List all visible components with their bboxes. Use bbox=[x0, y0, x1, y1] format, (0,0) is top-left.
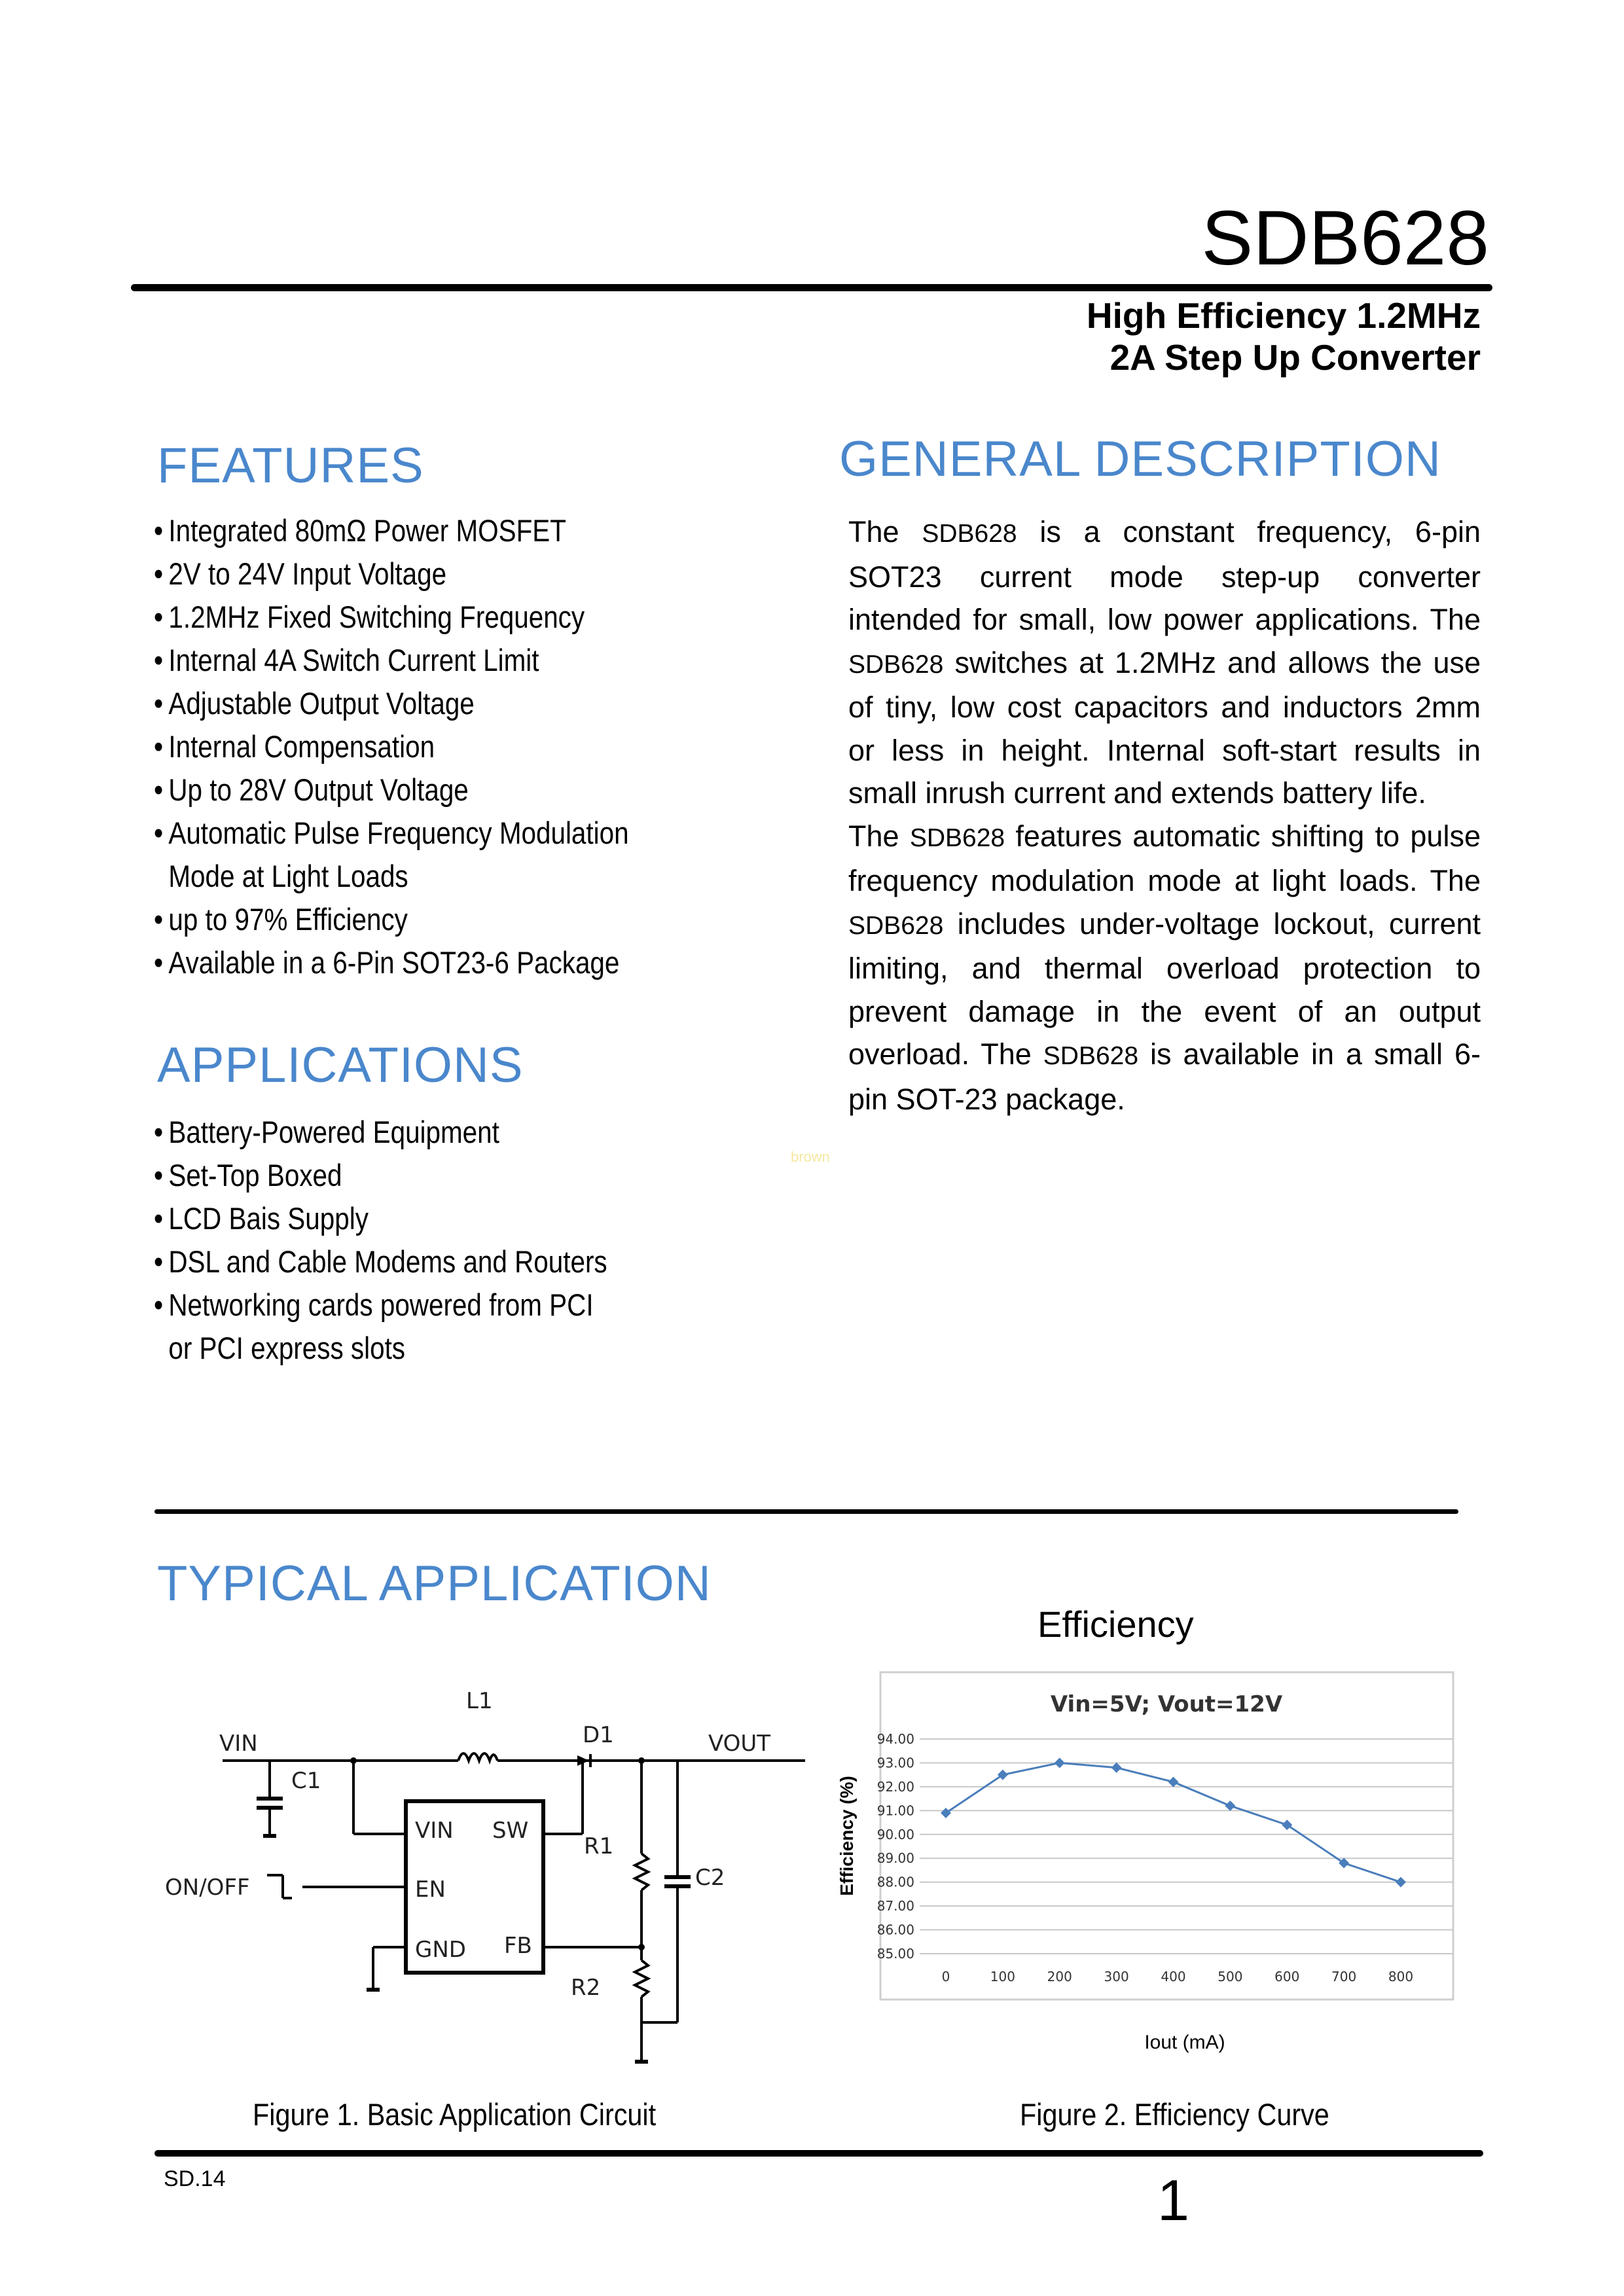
list-item-label: up to 97% Efficiency bbox=[168, 902, 408, 937]
y-tick-label: 91.00 bbox=[876, 1803, 914, 1819]
features-list bbox=[154, 509, 717, 984]
y-tick-label: 93.00 bbox=[876, 1755, 914, 1771]
section-rule bbox=[154, 1509, 1458, 1514]
x-tick-label: 400 bbox=[1161, 1969, 1186, 1984]
footer-rule bbox=[154, 2150, 1483, 2157]
circuit-label-c1: C1 bbox=[291, 1768, 321, 1794]
general-description-body bbox=[848, 511, 1481, 1121]
list-item-label: Up to 28V Output Voltage bbox=[168, 772, 469, 807]
list-item-label: Mode at Light Loads bbox=[168, 859, 408, 893]
list-item-label: Automatic Pulse Frequency Modulation bbox=[168, 816, 629, 850]
list-item: • Adjustable Output Voltage bbox=[154, 686, 475, 721]
list-item: • Battery-Powered Equipment bbox=[154, 1115, 499, 1149]
figure2-caption: Figure 2. Efficiency Curve bbox=[1020, 2097, 1329, 2132]
pin-label-vin: VIN bbox=[415, 1818, 454, 1844]
x-tick-label: 700 bbox=[1331, 1969, 1357, 1984]
x-tick-label: 300 bbox=[1104, 1969, 1129, 1984]
circuit-label-vin: VIN bbox=[219, 1731, 258, 1757]
list-item: • LCD Bais Supply bbox=[154, 1201, 369, 1236]
y-tick-label: 90.00 bbox=[876, 1826, 914, 1842]
list-item: • Up to 28V Output Voltage bbox=[154, 772, 469, 807]
subtitle-line2: 2A Step Up Converter bbox=[1110, 337, 1481, 378]
application-circuit bbox=[157, 1682, 825, 2094]
efficiency-chart bbox=[831, 1666, 1486, 2058]
list-item: • Networking cards powered from PCI bbox=[154, 1287, 594, 1322]
list-item: • 2V to 24V Input Voltage bbox=[154, 556, 447, 591]
list-item-label: Adjustable Output Voltage bbox=[168, 686, 475, 721]
text-run: is available in a small 6-pin SOT-23 package. bbox=[848, 1037, 1481, 1116]
part-name: SDB628 bbox=[848, 911, 944, 940]
text-run: The bbox=[848, 515, 922, 548]
x-tick-label: 0 bbox=[941, 1969, 950, 1984]
list-item-label: Available in a 6-Pin SOT23-6 Package bbox=[168, 945, 620, 980]
figure1-caption: Figure 1. Basic Application Circuit bbox=[253, 2097, 657, 2132]
x-tick-label: 200 bbox=[1047, 1969, 1072, 1984]
doc-code: SD.14 bbox=[164, 2166, 226, 2191]
x-axis-label: Iout (mA) bbox=[1144, 2032, 1225, 2053]
list-item-label: Internal 4A Switch Current Limit bbox=[168, 643, 539, 677]
pin-label-en: EN bbox=[415, 1876, 446, 1903]
pin-label-sw: SW bbox=[492, 1818, 529, 1844]
chart-title: Vin=5V; Vout=12V bbox=[1050, 1691, 1283, 1717]
y-tick-label: 92.00 bbox=[876, 1778, 914, 1795]
circuit-label-l1: L1 bbox=[466, 1688, 493, 1714]
list-item: • 1.2MHz Fixed Switching Frequency bbox=[154, 600, 585, 634]
list-item: • Set-Top Boxed bbox=[154, 1158, 342, 1193]
x-tick-label: 500 bbox=[1218, 1969, 1243, 1984]
circuit-label-r2: R2 bbox=[571, 1975, 601, 2001]
text-run: features automatic shifting to pulse frequency modulation mode at light loads. The bbox=[848, 819, 1481, 897]
list-item: • up to 97% Efficiency bbox=[154, 902, 408, 937]
list-item: • Automatic Pulse Frequency Modulation bbox=[154, 816, 629, 850]
y-tick-label: 86.00 bbox=[876, 1922, 914, 1938]
list-item: • Internal 4A Switch Current Limit bbox=[154, 643, 539, 677]
text-run: switches at 1.2MHz and allows the use of tiny, low cost capacitors and inductors 2mm or less in height. Internal soft-start results in small inrush current and extends battery life. bbox=[848, 645, 1481, 810]
circuit-label-c2: C2 bbox=[695, 1865, 725, 1891]
typical-application-heading: TYPICAL APPLICATION bbox=[157, 1556, 712, 1611]
list-item-label: DSL and Cable Modems and Routers bbox=[168, 1244, 607, 1279]
x-tick-label: 800 bbox=[1388, 1969, 1414, 1984]
x-tick-label: 600 bbox=[1274, 1969, 1300, 1984]
subtitle-line1: High Efficiency 1.2MHz bbox=[1086, 295, 1481, 336]
y-axis-label: Efficiency (%) bbox=[837, 1776, 857, 1896]
pin-label-fb: FB bbox=[504, 1933, 532, 1959]
y-tick-label: 89.00 bbox=[876, 1850, 914, 1867]
list-item: • DSL and Cable Modems and Routers bbox=[154, 1244, 607, 1279]
list-item-label: or PCI express slots bbox=[168, 1331, 406, 1365]
list-item-continuation bbox=[154, 855, 717, 898]
list-item-label: Battery-Powered Equipment bbox=[168, 1115, 499, 1149]
list-item-label: Set-Top Boxed bbox=[168, 1158, 342, 1193]
list-item-continuation bbox=[154, 1327, 717, 1370]
part-name: SDB628 bbox=[848, 650, 944, 679]
list-item-label: Integrated 80mΩ Power MOSFET bbox=[168, 513, 566, 548]
applications-heading: APPLICATIONS bbox=[157, 1037, 524, 1093]
text-run: is a constant frequency, 6-pin SOT23 current mode step-up converter intended for small, low power applications. The bbox=[848, 515, 1481, 636]
list-item-label: 2V to 24V Input Voltage bbox=[168, 556, 447, 591]
circuit-label-d1: D1 bbox=[583, 1722, 614, 1748]
efficiency-heading: Efficiency bbox=[1038, 1604, 1194, 1645]
circuit-label-r1: R1 bbox=[584, 1833, 614, 1859]
header-rule bbox=[131, 284, 1492, 291]
description-paragraph bbox=[848, 511, 1481, 815]
chart-frame bbox=[880, 1672, 1453, 2000]
text-run: includes under-voltage lockout, current limiting, and thermal overload protection to prevent damage in the event of an output overload. The bbox=[848, 906, 1481, 1071]
part-name: SDB628 bbox=[922, 520, 1017, 548]
list-item: • Integrated 80mΩ Power MOSFET bbox=[154, 513, 566, 548]
applications-list bbox=[154, 1111, 717, 1370]
stray-mark: brown bbox=[791, 1149, 830, 1165]
pin-label-gnd: GND bbox=[415, 1937, 466, 1963]
list-item-label: 1.2MHz Fixed Switching Frequency bbox=[168, 600, 585, 634]
part-number: SDB628 bbox=[1201, 195, 1489, 281]
list-item: • Available in a 6-Pin SOT23-6 Package bbox=[154, 945, 620, 980]
y-tick-label: 88.00 bbox=[876, 1874, 914, 1890]
page-number: 1 bbox=[1157, 2168, 1189, 2233]
features-heading: FEATURES bbox=[157, 438, 424, 493]
list-item-label: Internal Compensation bbox=[168, 729, 435, 764]
description-paragraph bbox=[848, 815, 1481, 1121]
list-item-label: Networking cards powered from PCI bbox=[168, 1287, 594, 1322]
x-tick-label: 100 bbox=[990, 1969, 1015, 1984]
general-description-heading: GENERAL DESCRIPTION bbox=[839, 431, 1441, 487]
circuit-label-vout: VOUT bbox=[708, 1731, 771, 1757]
y-tick-label: 85.00 bbox=[876, 1946, 914, 1962]
circuit-label-on-off: ON/OFF bbox=[165, 1874, 250, 1901]
list-item-label: LCD Bais Supply bbox=[168, 1201, 369, 1236]
part-name: SDB628 bbox=[1043, 1042, 1139, 1070]
list-item: • Internal Compensation bbox=[154, 729, 435, 764]
y-tick-label: 94.00 bbox=[876, 1731, 914, 1747]
part-name: SDB628 bbox=[909, 823, 1005, 852]
text-run: The bbox=[848, 819, 910, 853]
y-tick-label: 87.00 bbox=[876, 1898, 914, 1914]
